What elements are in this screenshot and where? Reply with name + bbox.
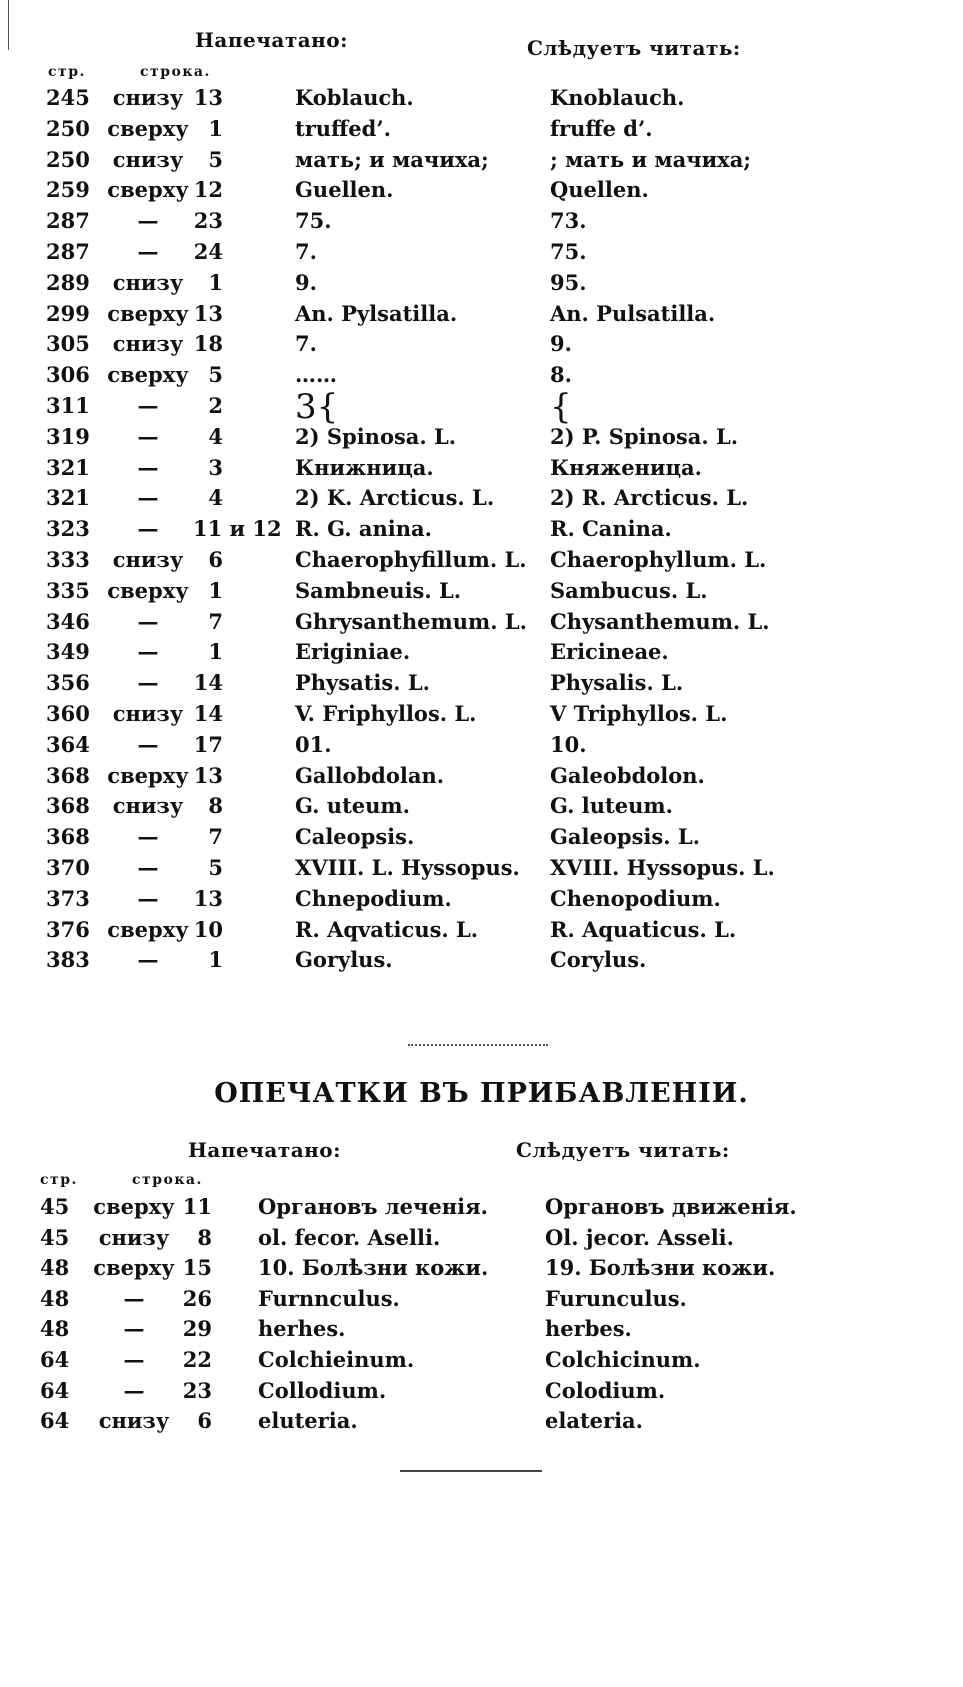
line-number: 11 и 12 — [193, 516, 282, 542]
table-row — [0, 516, 963, 548]
section-title: ОПЕЧАТКИ ВЪ ПРИБАВЛЕНІИ. — [214, 1078, 749, 1109]
page-number: 383 — [46, 947, 90, 973]
page-number: 259 — [46, 177, 90, 203]
printed-text: G. uteum. — [295, 793, 410, 819]
correct-text: Chenopodium. — [550, 885, 721, 911]
printed-text: Guellen. — [295, 177, 394, 203]
page-number: 245 — [46, 85, 90, 110]
printed-text: 2) K. Arcticus. L. — [295, 485, 495, 511]
header-read: Слѣдуетъ читать: — [527, 36, 741, 60]
correct-text: Органовъ движенія. — [545, 1194, 797, 1219]
line-number: 13 — [193, 762, 223, 788]
correct-text: Ericineae. — [550, 639, 669, 665]
page-number: 333 — [46, 547, 90, 572]
page-number: 346 — [46, 608, 90, 634]
page-number: 48 — [40, 1255, 70, 1281]
printed-text: Sambneuis. L. — [295, 577, 462, 603]
position-from: снизу — [112, 793, 184, 819]
line-number: 2 — [208, 393, 223, 418]
table-row — [0, 855, 963, 887]
line-number: 11 — [182, 1194, 212, 1219]
line-number: 13 — [193, 885, 223, 911]
table-row — [0, 485, 963, 517]
line-number: 17 — [193, 731, 223, 757]
correct-text: Knoblauch. — [550, 85, 685, 110]
line-number: 1 — [208, 947, 223, 973]
page-number: 299 — [46, 300, 90, 326]
line-number: 5 — [208, 855, 223, 880]
line-number: 13 — [193, 300, 223, 326]
correct-text: R. Aquaticus. L. — [550, 916, 737, 942]
page-number: 305 — [46, 331, 90, 357]
table-row — [0, 547, 963, 579]
correct-text: G. luteum. — [550, 793, 673, 819]
position-from: снизу — [112, 269, 184, 295]
column-line-label-2: строка. — [132, 1172, 203, 1188]
table-row — [0, 609, 963, 641]
line-number: 29 — [182, 1316, 212, 1342]
line-number: 14 — [193, 670, 223, 696]
position-from: сверху — [93, 1194, 175, 1219]
column-page-label-2: стр. — [40, 1172, 78, 1188]
line-number: 1 — [208, 269, 223, 295]
printed-text: Gorylus. — [295, 947, 393, 973]
table-row — [0, 1194, 963, 1226]
line-number: 7 — [208, 608, 223, 634]
page-number: 321 — [46, 485, 90, 511]
correct-text: 8. — [550, 362, 572, 388]
page-number: 319 — [46, 423, 90, 449]
position-from: снизу — [112, 331, 184, 357]
page-number: 368 — [46, 793, 90, 819]
position-from: — — [137, 454, 159, 480]
table-row — [0, 886, 963, 918]
correct-text: V Triphyllos. L. — [550, 701, 728, 726]
printed-text: Eriginiae. — [295, 639, 411, 665]
line-number: 24 — [193, 239, 223, 264]
table-row — [0, 424, 963, 456]
printed-text: Physatis. L. — [295, 670, 430, 696]
correct-text: 2) R. Arcticus. L. — [550, 485, 749, 511]
position-from: сверху — [107, 362, 189, 388]
line-number: 8 — [208, 793, 223, 819]
table-row — [0, 301, 963, 333]
line-number: 10 — [193, 916, 223, 942]
correct-text: An. Pulsatilla. — [550, 300, 716, 326]
page-number: 48 — [40, 1285, 70, 1311]
printed-text: Collodium. — [258, 1377, 387, 1403]
correct-text: herbes. — [545, 1316, 632, 1342]
table-row — [0, 331, 963, 363]
printed-text: Ghrysanthemum. L. — [295, 608, 527, 634]
table-row — [0, 1378, 963, 1410]
line-number: 26 — [182, 1285, 212, 1311]
position-from: — — [137, 731, 159, 757]
table-row — [0, 1408, 963, 1440]
printed-text: herhes. — [258, 1316, 346, 1342]
line-number: 18 — [193, 331, 223, 357]
table-row — [0, 177, 963, 209]
position-from: сверху — [107, 916, 189, 942]
table-row — [0, 947, 963, 979]
correct-text: Furunculus. — [545, 1285, 687, 1311]
printed-text: 9. — [295, 269, 317, 295]
table-row — [0, 1255, 963, 1287]
line-number: 6 — [208, 547, 223, 572]
page-number: 287 — [46, 208, 90, 234]
line-number: 13 — [193, 85, 223, 110]
correct-text: Chysanthemum. L. — [550, 608, 770, 634]
table-row — [0, 763, 963, 795]
position-from: — — [137, 670, 159, 696]
printed-text: Furnnculus. — [258, 1285, 400, 1311]
table-row — [0, 917, 963, 949]
printed-text: Gallobdolan. — [295, 762, 445, 788]
position-from: снизу — [98, 1408, 170, 1434]
printed-text: …… — [295, 362, 337, 388]
page-number: 370 — [46, 855, 90, 880]
correct-text: Corylus. — [550, 947, 647, 973]
section-divider — [408, 1044, 548, 1047]
position-from: сверху — [107, 300, 189, 326]
position-from: — — [137, 485, 159, 511]
page-number: 45 — [40, 1224, 70, 1250]
position-from: — — [123, 1285, 145, 1311]
position-from: — — [137, 239, 159, 264]
position-from: сверху — [107, 577, 189, 603]
page-number: 64 — [40, 1408, 70, 1434]
line-number: 4 — [208, 485, 223, 511]
correct-text: Galeobdolon. — [550, 762, 705, 788]
page-number: 45 — [40, 1194, 70, 1219]
position-from: — — [123, 1347, 145, 1372]
correct-text: Colchicinum. — [545, 1347, 701, 1372]
printed-text: Chaerophyfillum. L. — [295, 547, 527, 572]
printed-text: V. Friphyllos. L. — [295, 701, 477, 726]
table-row — [0, 362, 963, 394]
printed-text: Органовъ леченія. — [258, 1194, 488, 1219]
header-printed-2: Напечатано: — [188, 1138, 342, 1162]
line-number: 5 — [208, 146, 223, 172]
line-number: 4 — [208, 423, 223, 449]
correct-text: 75. — [550, 239, 587, 264]
line-number: 1 — [208, 639, 223, 665]
table-row — [0, 1316, 963, 1348]
printed-text: Koblauch. — [295, 85, 414, 110]
page-number: 287 — [46, 239, 90, 264]
position-from: сверху — [107, 177, 189, 203]
correct-text: Quellen. — [550, 177, 649, 203]
page-number: 368 — [46, 762, 90, 788]
correct-text: fruffe d’. — [550, 115, 653, 141]
printed-text: Книжница. — [295, 454, 434, 480]
position-from: — — [137, 423, 159, 449]
position-from: — — [137, 855, 159, 880]
printed-text: 01. — [295, 731, 332, 757]
printed-text: An. Pylsatilla. — [295, 300, 458, 326]
line-number: 1 — [208, 577, 223, 603]
page-number: 373 — [46, 885, 90, 911]
printed-text: 75. — [295, 208, 332, 234]
correct-text: Galeopsis. L. — [550, 824, 700, 850]
correct-text: Chaerophyllum. L. — [550, 547, 767, 572]
line-number: 22 — [182, 1347, 212, 1372]
printed-text: R. G. anina. — [295, 516, 432, 542]
page-number: 306 — [46, 362, 90, 388]
correct-text: 10. — [550, 731, 587, 757]
printed-text: R. Aqvaticus. L. — [295, 916, 479, 942]
position-from: снизу — [112, 146, 184, 172]
margin-line — [8, 0, 9, 50]
printed-text: 3{ — [295, 387, 339, 427]
position-from: — — [137, 393, 159, 418]
position-from: — — [137, 639, 159, 665]
page-number: 364 — [46, 731, 90, 757]
header-read-2: Слѣдуетъ читать: — [516, 1138, 730, 1162]
correct-text: { — [550, 387, 572, 427]
table-row — [0, 270, 963, 302]
page-number: 48 — [40, 1316, 70, 1342]
printed-text: eluteria. — [258, 1408, 358, 1434]
position-from: — — [137, 824, 159, 850]
line-number: 7 — [208, 824, 223, 850]
page-number: 250 — [46, 115, 90, 141]
page-number: 321 — [46, 454, 90, 480]
position-from: снизу — [112, 701, 184, 726]
page-number: 376 — [46, 916, 90, 942]
table-row — [0, 639, 963, 671]
page-number: 250 — [46, 146, 90, 172]
table-row — [0, 239, 963, 271]
printed-text: Caleopsis. — [295, 824, 415, 850]
table-row — [0, 701, 963, 733]
header-printed: Напечатано: — [195, 28, 349, 52]
table-row — [0, 670, 963, 702]
page-number: 64 — [40, 1347, 70, 1372]
line-number: 15 — [182, 1255, 212, 1281]
position-from: сверху — [107, 762, 189, 788]
correct-text: R. Canina. — [550, 516, 672, 542]
position-from: — — [137, 885, 159, 911]
printed-text: мать; и мачиха; — [295, 146, 489, 172]
table-row — [0, 116, 963, 148]
printed-text: ol. fecor. Aselli. — [258, 1224, 441, 1250]
printed-text: truffed’. — [295, 115, 391, 141]
correct-text: Sambucus. L. — [550, 577, 708, 603]
table-row — [0, 578, 963, 610]
position-from: снизу — [112, 547, 184, 572]
position-from: снизу — [112, 85, 184, 110]
page-number: 64 — [40, 1377, 70, 1403]
line-number: 1 — [208, 115, 223, 141]
correct-text: 9. — [550, 331, 572, 357]
printed-text: 10. Болѣзни кожи. — [258, 1255, 489, 1281]
line-number: 8 — [197, 1224, 212, 1250]
table-row — [0, 732, 963, 764]
table-row — [0, 1286, 963, 1318]
correct-text: ; мать и мачиха; — [550, 146, 752, 172]
printed-text: 7. — [295, 331, 317, 357]
correct-text: 19. Болѣзни кожи. — [545, 1255, 776, 1281]
position-from: сверху — [107, 115, 189, 141]
printed-text: 2) Spinosa. L. — [295, 423, 457, 449]
line-number: 14 — [193, 701, 223, 726]
correct-text: Ol. jecor. Asseli. — [545, 1224, 734, 1250]
correct-text: XVIII. Hyssopus. L. — [550, 855, 775, 880]
position-from: — — [123, 1377, 145, 1403]
table-row — [0, 824, 963, 856]
table-row — [0, 85, 963, 117]
correct-text: 2) P. Spinosa. L. — [550, 423, 739, 449]
table-row — [0, 387, 963, 427]
correct-text: elateria. — [545, 1408, 643, 1434]
position-from: — — [137, 516, 159, 542]
column-line-label: строка. — [140, 64, 211, 80]
position-from: снизу — [98, 1224, 170, 1250]
page-number: 349 — [46, 639, 90, 665]
column-page-label: стр. — [48, 64, 86, 80]
page-number: 311 — [46, 393, 90, 418]
page-number: 356 — [46, 670, 90, 696]
position-from: — — [137, 208, 159, 234]
page-number: 368 — [46, 824, 90, 850]
end-rule — [400, 1470, 542, 1472]
table-row — [0, 208, 963, 240]
printed-text: Chnepodium. — [295, 885, 452, 911]
printed-text: 7. — [295, 239, 317, 264]
line-number: 23 — [193, 208, 223, 234]
line-number: 23 — [182, 1377, 212, 1403]
page-number: 360 — [46, 701, 90, 726]
correct-text: Княженица. — [550, 454, 702, 480]
table-row — [0, 455, 963, 487]
line-number: 5 — [208, 362, 223, 388]
page-number: 289 — [46, 269, 90, 295]
correct-text: 95. — [550, 269, 587, 295]
position-from: сверху — [93, 1255, 175, 1281]
correct-text: Physalis. L. — [550, 670, 684, 696]
position-from: — — [123, 1316, 145, 1342]
page-number: 335 — [46, 577, 90, 603]
table-row — [0, 1347, 963, 1379]
printed-text: Colchieinum. — [258, 1347, 415, 1372]
line-number: 12 — [193, 177, 223, 203]
table-row — [0, 793, 963, 825]
printed-text: XVIII. L. Hyssopus. — [295, 855, 520, 880]
page-number: 323 — [46, 516, 90, 542]
table-row — [0, 1225, 963, 1257]
line-number: 3 — [208, 454, 223, 480]
position-from: — — [137, 608, 159, 634]
correct-text: 73. — [550, 208, 587, 234]
position-from: — — [137, 947, 159, 973]
table-row — [0, 147, 963, 179]
line-number: 6 — [197, 1408, 212, 1434]
correct-text: Colodium. — [545, 1377, 666, 1403]
